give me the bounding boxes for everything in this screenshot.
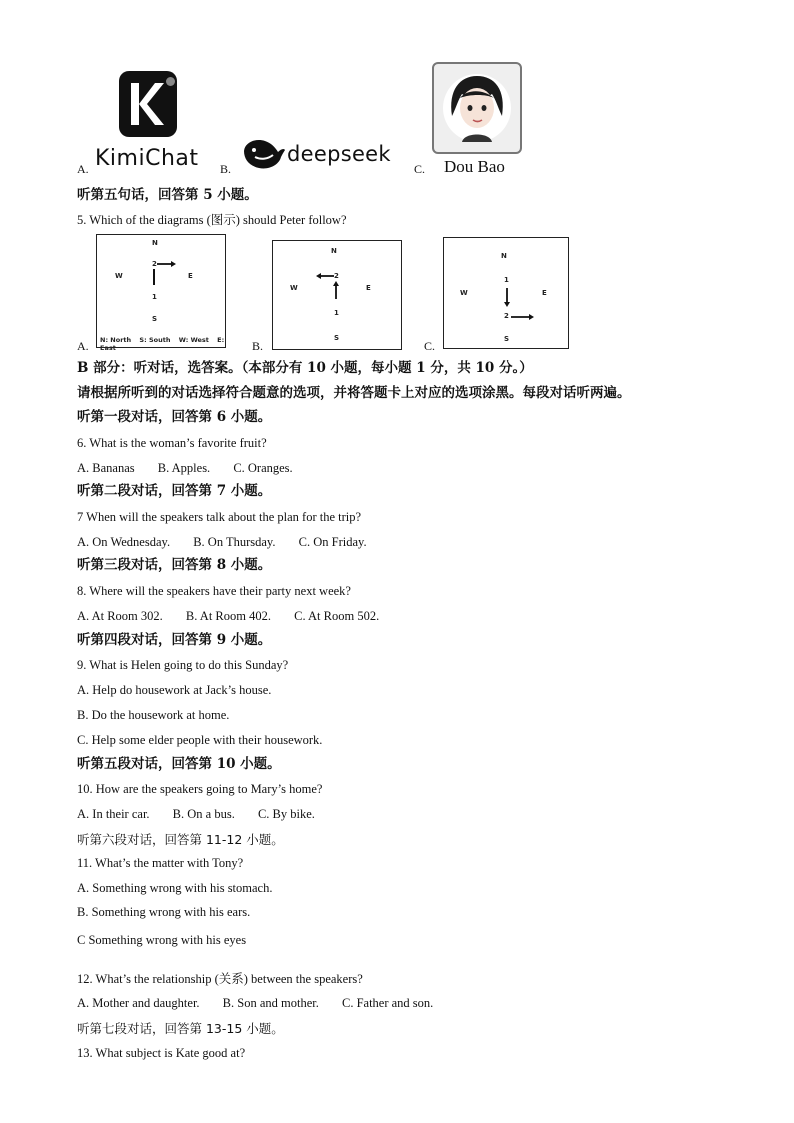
diagram-b-south: S (334, 334, 340, 342)
option-c-letter: C. (414, 162, 426, 176)
option-b[interactable]: B. Something wrong with his ears. (77, 905, 251, 919)
option-b[interactable]: B. On Thursday. (193, 535, 276, 549)
question-9: 9. What is Helen going to do this Sunday? (77, 658, 289, 672)
legend-west: W: West (178, 336, 209, 344)
question-7: 7 When will the speakers talk about the plan for the trip? (77, 510, 362, 524)
section-5-heading: 听第五段对话，回答第 10 小题。 (77, 756, 281, 772)
diagram-a-east: E (188, 272, 193, 280)
section-q5-heading: 听第五句话，回答第 5 小题。 (77, 187, 258, 203)
option-a[interactable]: A. In their car. (77, 807, 150, 821)
diagram-b-point-2: 2 (334, 272, 339, 280)
diagram-a-point-2: 2 (152, 260, 157, 268)
diagram-b-north-arrow-icon (332, 281, 340, 299)
diagram-c-west: W (460, 289, 468, 297)
diagram-a-west: W (115, 272, 123, 280)
option-b[interactable]: B. At Room 402. (185, 609, 271, 623)
diagram-a-legend (100, 336, 225, 352)
question-7-options (77, 534, 387, 550)
doubao-name: Dou Bao (444, 157, 505, 176)
question-13: 13. What subject is Kate good at? (77, 1046, 246, 1060)
legend-east: E: East (100, 336, 225, 352)
doubao-avatar-icon (432, 62, 522, 154)
diagram-b-north: N (331, 247, 337, 255)
deepseek-whale-icon (241, 137, 287, 171)
question-5: 5. Which of the diagrams (图示) should Peter follow? (77, 213, 347, 227)
legend-north: N: North (100, 336, 132, 344)
question-8: 8. Where will the speakers have their party next week? (77, 584, 351, 598)
diagram-a-north: N (152, 239, 158, 247)
diagram-c-point-2: 2 (504, 312, 509, 320)
diagram-c-east: E (542, 289, 547, 297)
option-c[interactable]: C. By bike. (257, 807, 315, 821)
diagram-b (272, 240, 402, 350)
question-12: 12. What’s the relationship (关系) between the speakers? (77, 972, 363, 986)
option-b[interactable]: B. Son and mother. (222, 996, 319, 1010)
kimichat-dot-icon (166, 77, 175, 86)
diagram-b-west: W (290, 284, 298, 292)
diagram-a-letter: A. (77, 339, 89, 353)
diagram-c-south-arrow-icon (503, 288, 511, 308)
option-a[interactable]: A. At Room 302. (77, 609, 163, 623)
question-10: 10. How are the speakers going to Mary’s home? (77, 782, 323, 796)
question-6-options (77, 460, 313, 476)
diagram-c-north: N (501, 252, 507, 260)
option-b-letter: B. (220, 162, 232, 176)
option-c[interactable]: C. On Friday. (298, 535, 367, 549)
question-6: 6. What is the woman’s favorite fruit? (77, 436, 267, 450)
option-c[interactable]: C. Oranges. (233, 461, 293, 475)
diagram-c-south: S (504, 335, 510, 343)
option-a[interactable]: A. On Wednesday. (77, 535, 171, 549)
diagram-c-east-arrow-icon (511, 313, 535, 321)
question-12-options (77, 995, 453, 1011)
diagram-a-path-line (153, 269, 155, 285)
option-a[interactable]: A. Mother and daughter. (77, 996, 200, 1010)
option-c[interactable]: C Something wrong with his eyes (77, 933, 247, 947)
diagram-a-east-arrow-icon (157, 260, 177, 268)
diagram-a (96, 234, 226, 352)
diagram-c (443, 237, 569, 349)
question-8-options (77, 608, 399, 624)
part-b-instruction: 请根据所听到的对话选择符合题意的选项，并将答题卡上对应的选项涂黑。每段对话听两遍。 (77, 385, 631, 401)
part-b-title: B 部分：听对话，选答案。（本部分有 10 小题，每小题 1 分，共 10 分。） (77, 360, 533, 376)
option-c[interactable]: C. Help some elder people with their housework. (77, 733, 323, 747)
option-b[interactable]: B. Apples. (157, 461, 211, 475)
diagram-b-letter: B. (252, 339, 264, 353)
option-b[interactable]: B. Do the housework at home. (77, 708, 230, 722)
diagram-b-point-1: 1 (334, 309, 339, 317)
section-3-heading: 听第三段对话，回答第 8 小题。 (77, 557, 272, 573)
kimichat-name: KimiChat (95, 146, 199, 171)
deepseek-name: deepseek (287, 142, 391, 166)
option-a[interactable]: A. Something wrong with his stomach. (77, 881, 273, 895)
option-a[interactable]: A. Help do housework at Jack’s house. (77, 683, 272, 697)
diagram-c-letter: C. (424, 339, 436, 353)
diagram-a-point-1: 1 (152, 293, 157, 301)
option-c[interactable]: C. Father and son. (341, 996, 434, 1010)
option-b[interactable]: B. On a bus. (172, 807, 235, 821)
option-a-letter: A. (77, 162, 89, 176)
question-10-options (77, 806, 335, 822)
section-4-heading: 听第四段对话，回答第 9 小题。 (77, 632, 272, 648)
diagram-c-point-1: 1 (504, 276, 509, 284)
diagram-b-west-arrow-icon (316, 272, 334, 280)
option-c[interactable]: C. At Room 502. (294, 609, 380, 623)
section-1-heading: 听第一段对话，回答第 6 小题。 (77, 409, 272, 425)
section-7-heading: 听第七段对话，回答第 13-15 小题。 (77, 1021, 284, 1036)
section-2-heading: 听第二段对话，回答第 7 小题。 (77, 483, 272, 499)
section-6-heading: 听第六段对话，回答第 11-12 小题。 (77, 832, 284, 847)
legend-south: S: South (139, 336, 171, 344)
diagram-a-south: S (152, 315, 158, 323)
diagram-b-east: E (366, 284, 371, 292)
question-11: 11. What’s the matter with Tony? (77, 856, 244, 870)
option-a[interactable]: A. Bananas (77, 461, 135, 475)
